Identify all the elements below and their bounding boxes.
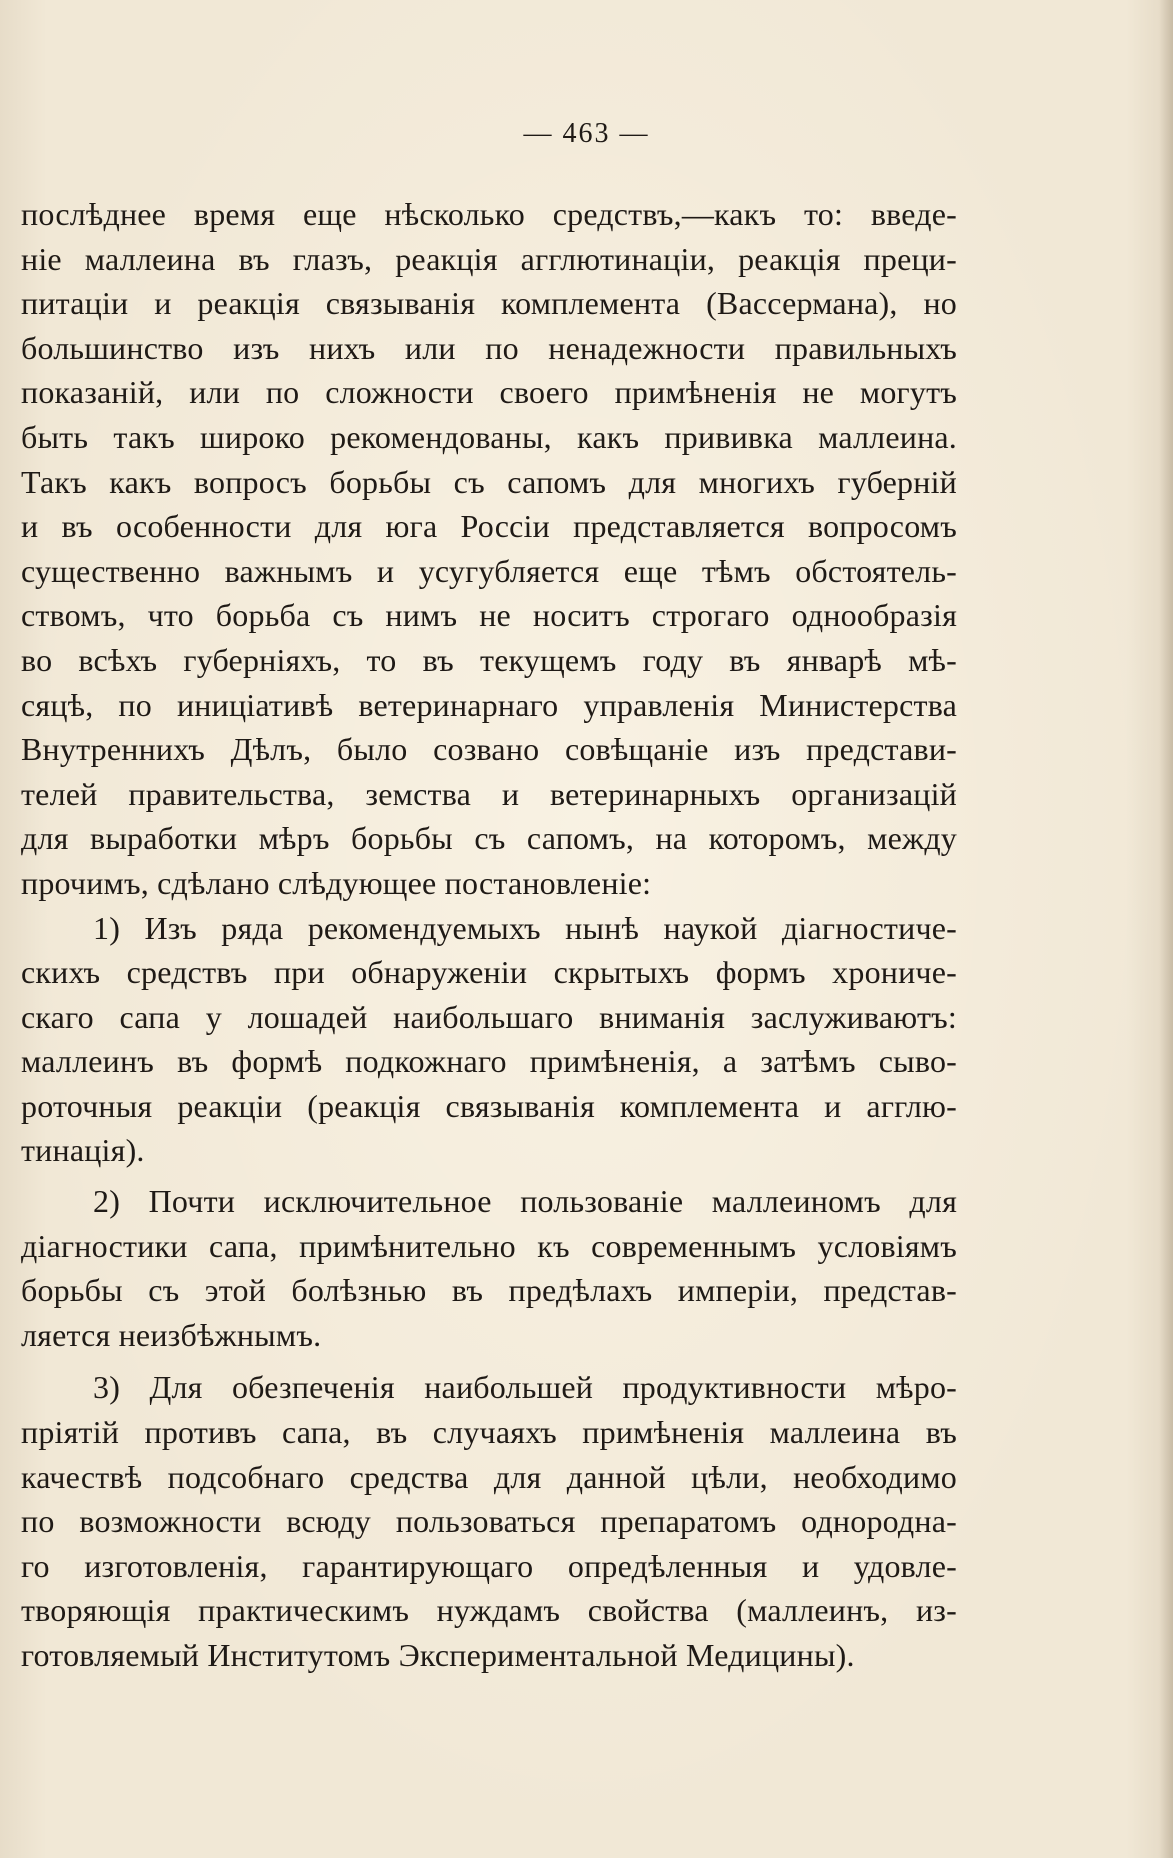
resolution-item-1 <box>21 906 957 1174</box>
text-line: послѣднее время еще нѣсколько средствъ,—какъ то: введе- <box>21 196 957 232</box>
page-edge-shadow <box>1159 0 1173 1858</box>
text-line: ляется неизбѣжнымъ. <box>21 1316 322 1353</box>
text-line: и въ особенности для юга Россіи представляется вопросомъ <box>21 508 957 545</box>
body-text <box>21 192 957 1678</box>
resolution-item-3 <box>21 1365 957 1677</box>
text-line: роточныя реакціи (реакція связыванія комплемента и агглю- <box>21 1087 957 1124</box>
text-line: во всѣхъ губерніяхъ, то въ текущемъ году въ январѣ мѣ- <box>21 641 957 678</box>
text-line: тинація). <box>21 1132 145 1169</box>
text-line: прочимъ, сдѣлано слѣдующее постановленіе: <box>21 864 652 901</box>
text-line: ствомъ, что борьба съ нимъ не носитъ строгаго однообразія <box>21 597 957 634</box>
text-line: быть такъ широко рекомендованы, какъ прививка маллеина. <box>21 418 957 455</box>
page-number: — 463 — <box>523 118 650 149</box>
text-line: питаціи и реакція связыванія комплемента (Вассермана), но <box>21 285 957 322</box>
text-line: Внутреннихъ Дѣлъ, было созвано совѣщаніе изъ представи- <box>21 731 957 768</box>
text-line: сяцѣ, по иниціативѣ ветеринарнаго управленія Министерства <box>21 686 957 723</box>
text-line: діагностики сапа, примѣнительно къ современнымъ условіямъ <box>21 1227 957 1264</box>
text-line: для выработки мѣръ борьбы съ сапомъ, на которомъ, между <box>21 820 957 857</box>
text-line: телей правительства, земства и ветеринарныхъ организацій <box>21 775 957 812</box>
text-line: скихъ средствъ при обнаруженіи скрытыхъ формъ хрониче- <box>21 954 957 991</box>
text-line: го изготовленія, гарантирующаго опредѣленныя и удовле- <box>21 1547 957 1584</box>
resolution-item-2 <box>21 1179 957 1357</box>
text-line: большинство изъ нихъ или по ненадежности правильныхъ <box>21 329 957 366</box>
text-line: маллеинъ въ формѣ подкожнаго примѣненія, а затѣмъ сыво- <box>21 1043 957 1080</box>
text-line: существенно важнымъ и усугубляется еще тѣмъ обстоятель- <box>21 552 957 589</box>
text-line: 2) Почти исключительное пользованіе маллеиномъ для <box>93 1183 957 1220</box>
text-line: 1) Изъ ряда рекомендуемыхъ нынѣ наукой діагностиче- <box>93 909 957 946</box>
text-line: качествѣ подсобнаго средства для данной цѣли, необходимо <box>21 1458 957 1495</box>
text-line: по возможности всюду пользоваться препаратомъ однородна- <box>21 1503 957 1540</box>
text-line: скаго сапа у лошадей наибольшаго вниманія заслуживаютъ: <box>21 998 957 1035</box>
text-line: пріятій противъ сапа, въ случаяхъ примѣненія маллеина въ <box>21 1414 957 1451</box>
text-line: Такъ какъ вопросъ борьбы съ сапомъ для многихъ губерній <box>21 463 957 500</box>
text-line: показаній, или по сложности своего примѣненія не могутъ <box>21 374 957 411</box>
text-line: готовляемый Институтомъ Экспериментальной Медицины). <box>21 1637 855 1673</box>
text-line: борьбы съ этой болѣзнью въ предѣлахъ имперіи, представ- <box>21 1272 957 1309</box>
text-line: творяющія практическимъ нуждамъ свойства (маллеинъ, из- <box>21 1592 957 1629</box>
paragraph-intro <box>21 192 957 906</box>
text-line: 3) Для обезпеченія наибольшей продуктивности мѣро- <box>93 1369 957 1406</box>
text-line: ніе маллеина въ глазъ, реакція агглютинаціи, реакція преци- <box>21 240 957 277</box>
